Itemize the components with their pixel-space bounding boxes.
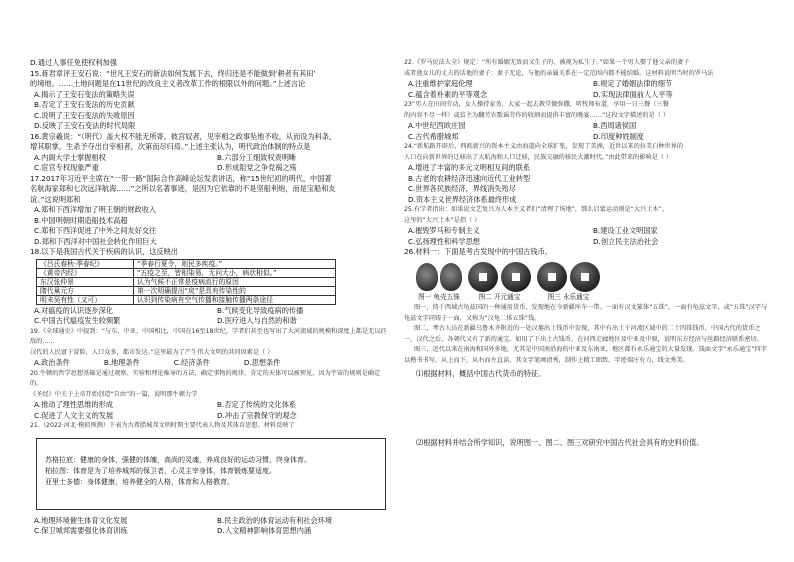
q22-option-a: A.注重维护家庭伦理 — [408, 79, 473, 88]
q18-stem: 18.以下是我国古代关于疾病的认识，这反映出 — [30, 247, 178, 256]
q20-options — [30, 400, 392, 421]
coin-figure-2 — [468, 262, 531, 303]
q20-stem-line: 《圣经》中关于上帝开始创造“自由”的一篇，说明那牛顿力学 — [30, 390, 198, 398]
q15-option-b: B.否定了王安石变法的历史贡献 — [34, 100, 135, 109]
q15-option-c: C.说明了王安石变法的失败原因 — [34, 110, 135, 120]
q15-stem-line: 15.蒋君章评王安石说：“世凡王安石的新法如何发展下去，终归还是不能做到‘耕者有其田’ — [30, 68, 316, 78]
q23-option-b: B.西周诸侯国 — [593, 121, 637, 130]
question-15 — [30, 69, 392, 132]
q25-option-a: A.摧毁罗马和专制主义 — [408, 226, 480, 235]
q24-option-c: C.世界各民族经济，界线消失殆尽 — [408, 184, 516, 193]
table-cell-source: 东汉张仲景 — [37, 277, 134, 286]
question-25 — [404, 205, 770, 247]
material-line: 亚里士多德：身体健康，培养健全的人格，体育和人格教育。 — [45, 477, 234, 486]
q23-options — [404, 121, 770, 142]
table-row — [37, 268, 336, 277]
q20-option-b: B.否定了传统的文化体系 — [217, 400, 297, 409]
q26-stem: 26.材料一：下面是考古发现中的中国古钱币。 — [404, 247, 552, 256]
q16-option-b: B.六部分工细致权责明晰 — [217, 152, 297, 162]
q15-option-d: D.反映了王安石变法的时代局限 — [34, 121, 136, 130]
right-column — [404, 58, 770, 448]
q21-option-a: A.地理环境催生体育文化发展 — [34, 515, 128, 525]
q21-option-d: D.人文精神影响体育思想内涵 — [217, 526, 312, 535]
question-17 — [30, 174, 392, 248]
q23-option-d: D.印度种姓制度 — [593, 131, 644, 141]
q22-options — [404, 79, 770, 100]
q23-stem-line: 的内容不尽一样）或贫主为翻劳农歌谣劳作的收割而提供丰富的晚宴……”这段文字描述的是（ ） — [404, 111, 670, 119]
table-cell-content: 认识到传染病有空气传播和接触传播两条途径 — [133, 295, 335, 304]
q18-option-a: A.对瘟疫的认识逐步深化 — [34, 305, 113, 315]
material-line: 柏拉图：体育是为了培养城邦的保卫者，心灵主宰身体，体育锻炼要适度。 — [45, 466, 276, 475]
q22-option-d: D.实现法律面前人人平等 — [593, 89, 673, 99]
table-cell-source: 明末吴有性（又可） — [37, 295, 134, 304]
q24-option-a: A.增进了丰富的多元文明相互间的联系 — [408, 163, 531, 172]
q14-option-d: D.通过人事任免使权利加强 — [30, 58, 117, 67]
material-line: 苏格拉底：健康的身体，强健的体魄，高尚的灵魂，养成良好的运动习惯，终身体育。 — [45, 455, 311, 464]
material-paragraph-1: 图一，铸于西域古龟兹国的一种通用货币，发现地在今新疆库车一带。一面有汉文篆体“五铢”，一面有龟兹文字，或“五铢”汉字与龟兹文字同铸于一面，又称为“汉龟二体五铢”钱。 — [404, 304, 768, 322]
sub-question-1: ⑴根据材料，概括中国古代货币的特征。 — [416, 369, 546, 378]
q16-stem-line: 16.黄宗羲说：“（明代）盖大权不能无所寄，彼宫奴者，见宰相之政事坠地不收，从而设为科条， — [30, 131, 337, 141]
table-cell-content: “季春行夏令，则民多疾疫。” — [133, 259, 335, 268]
q23-option-c: C.古代希腊城邦 — [408, 131, 459, 141]
table-row — [37, 277, 336, 286]
q17-option-d: D.郑和下西洋对中国社会转化作用巨大 — [34, 236, 157, 246]
q24-option-b: B.古老的农耕经济迅速向近代工业转型 — [408, 173, 531, 183]
question-21 — [30, 421, 392, 537]
table-cell-content: “五疫之至，皆相染易，无问大小，病状相似。” — [133, 268, 335, 277]
question-16 — [30, 132, 392, 174]
q20-option-c: C.促进了人文主义的发展 — [34, 410, 114, 420]
q22-option-c: C.蕴含着朴素的平等观念 — [408, 89, 488, 99]
table-row — [37, 286, 336, 295]
q24-option-d: D.资本主义世界经济体系最终形成 — [408, 194, 517, 204]
round-coin-icon — [468, 262, 531, 292]
q21-option-c: C.保卫城邦需要强化体育训练 — [34, 526, 128, 535]
q18-table — [36, 259, 336, 305]
material-box — [36, 438, 386, 510]
q23-stem-line: 23“男人在田间劳动，女人操持家务，大家一起去教堂做弥撒，听牧师布道，享用一日三餐（三餐 — [404, 101, 669, 108]
q24-stem-line: 人口在向新世界的迁移出了大航海和人口迁移，民族交融的移民大潮时代。”由此带来的影响是（ ） — [404, 153, 673, 161]
q25-option-d: D.创立民主法治社会 — [593, 236, 659, 246]
q20-option-a: A.推动了理性思维的形成 — [34, 400, 113, 409]
q19-option-a: A.政治条件 — [34, 358, 70, 367]
question-20 — [30, 369, 392, 422]
coin-caption: 图二 开元通宝 — [478, 292, 521, 301]
q21-stem: 21.（2022·河北·模拟预测）下表为古希腊城邦文明时期主要代表人物及其体育思想。材料反映了 — [30, 422, 295, 429]
q25-option-b: B.建设工业文明国家 — [593, 226, 658, 235]
q19-stem-line: 19.《全球通史》中提到：“与东、中亚、中国相比，中国在16至18世纪，学者们甚至也写出了大河流域的规模和深度上都是无以匹敌的…… — [30, 327, 387, 345]
coin-figure-3 — [537, 262, 600, 303]
q19-option-d: D.思想条件 — [243, 358, 281, 367]
q25-option-c: C.弘扬理性和科学思想 — [408, 236, 480, 246]
q16-option-d: D.形成阻党之争党祸之殇 — [217, 163, 297, 172]
q20-stem-line: 20.牛顿的哲学思想基础是通过观察、实验和理论推导的方法，确定事物的规律，肯定的天体可以被预见，因为宇宙的规则是确定的。 — [30, 369, 381, 387]
material-paragraph-2: 图二，考古人员在新疆乌鲁木齐附近的一处汉墓出土钱币中发现，其中有出土于河流区域中的二十四铢钱币，中国古代的货币之一，汉代之后，各朝代又有了新的通宝。如用了下出土古钱币，在河西走廊地区及中亚及中原，说明东方经济与丝路经济联系密切。 — [404, 325, 763, 343]
q16-stem-line: 增其职掌，生杀予夺出自宰相者，次第而尽归焉。”上述主张认为，明代政治体制的特点是 — [30, 142, 311, 151]
q25-stem-line: 这里的“大兴土木”是指（ ） — [404, 216, 481, 224]
table-cell-source: 隋代巢元方 — [37, 286, 134, 295]
q17-option-a: A.郑和下西洋增加了明王朝的财政收入 — [34, 205, 157, 214]
q16-option-c: C.宦官专权现象严重 — [34, 163, 99, 172]
q17-option-b: B.中国明朝时期造船技术高超 — [34, 215, 128, 225]
table-cell-source: 《吕氏春秋·季春纪》 — [37, 259, 134, 268]
material-paragraph-3: 图三，近代以来在南海和国外多地，尤其是中国南沿海的中亚及东南亚，地区都有永乐通宝的大量发现。钱面文字“永乐通宝”四字以楷书书写，从上而下，从右而左直读，其文字笔画清秀，制作上精工细致，字迹端庄有力，线文秀美。 — [404, 346, 767, 364]
q21-options — [30, 516, 392, 537]
table-cell-content: 认为气候不正常是疫病流行的原因 — [133, 277, 335, 286]
q21-option-b: B.民主政治的体育运动有利社会环境 — [217, 515, 333, 525]
q18-options — [30, 306, 392, 327]
coin-caption: 图三 永乐通宝 — [547, 292, 590, 301]
coin-figure-1 — [416, 262, 462, 303]
round-coin-icon — [537, 262, 600, 292]
q15-option-a: A.揭示了王安石变法的策略失误 — [34, 89, 135, 99]
question-24 — [404, 142, 770, 205]
q25-stem-line: 25.有学者指出：如果说文艺复兴为人本主义者们“清理了场地”，那么启蒙运动则是“大兴土木”。 — [404, 206, 668, 213]
q22-stem-line: 或者他女儿的丈夫的话他的妻子；妻子无论，与他的亲属关系在一定范围内都不能结婚。这材料说明当时的罗马法 — [404, 69, 714, 77]
coin-figures — [416, 262, 770, 303]
question-23 — [404, 100, 770, 142]
question-22 — [404, 58, 770, 100]
question-18 — [30, 247, 392, 327]
q16-option-a: A.内阁大学士掌握相权 — [34, 152, 106, 162]
q19-option-c: C.经济条件 — [173, 358, 210, 367]
coin-caption: 图一 龟壳五铢 — [418, 292, 460, 301]
answer-space[interactable] — [404, 380, 770, 438]
q25-options — [404, 226, 770, 247]
question-19 — [30, 327, 392, 369]
q18-option-d: D.医疗进入与自然的和谐 — [217, 316, 297, 325]
table-cell-source: 《黄帝内经》 — [37, 268, 134, 277]
sub-question-2: ⑵根据材料并结合所学知识，说明图一、图二、图三对研究中国古代社会具有的史料价值。 — [416, 437, 704, 447]
table-row — [37, 295, 336, 304]
q15-stem-line: 的境地。……土地问题是在11世纪的改良主义者改革工作的根限以外的问题。”上述言论 — [30, 79, 306, 88]
table-cell-content: 第一次明确提出“戾”是具有传染性的 — [133, 286, 335, 295]
q24-stem-line: 24.“新航路开辟后，西欧新兴的资本主义由海道向全球扩张，发现了美洲，近世以来的拉美白种世界的 — [404, 143, 684, 150]
q20-option-d: D.冲击了宗教保守的观念 — [217, 410, 297, 420]
q19-option-b: B.地理条件 — [103, 358, 140, 367]
q17-stem-line: 名航海家郑和七次远洋航海……”之所以名著事迹，是因为它依靠的不是坚船利炮，而是宝船和友 — [30, 184, 336, 193]
q17-stem-line: 17.2017年习近平主席在“一带一路”国际合作高峰论坛发表讲话，称“15世纪初的明代，中国著 — [30, 173, 332, 183]
q19-stem-line: 汉代的人民富于冒险，人口众多，都市发达。”这里最为了产生伟大文明的共同因素是（ ） — [30, 348, 274, 356]
q23-option-a: A.中世纪西欧庄园 — [408, 121, 466, 130]
q18-option-b: B.气候变化导致疫病的传播 — [217, 305, 304, 315]
left-column — [30, 58, 392, 537]
table-row — [37, 259, 336, 268]
q19-options — [30, 358, 392, 369]
q22-stem-line: 22.《罗马民法大全》规定：“所有婚姻无效而又生子的，被视为私生子。”如果一个男人娶了他父亲的妻子 — [404, 59, 690, 66]
q16-options — [30, 153, 392, 174]
q17-option-c: C.郑和下西洋促进了中外之间友好交往 — [34, 226, 157, 235]
question-26 — [404, 247, 770, 448]
shell-coin-icon — [416, 262, 462, 292]
q17-stem-line: 谊。”这说明郑和 — [30, 194, 81, 204]
q18-option-c: C.中国古代瘟疫发生较频繁 — [34, 316, 121, 325]
q22-option-b: B.规定了婚姻法律的细节 — [593, 79, 673, 88]
